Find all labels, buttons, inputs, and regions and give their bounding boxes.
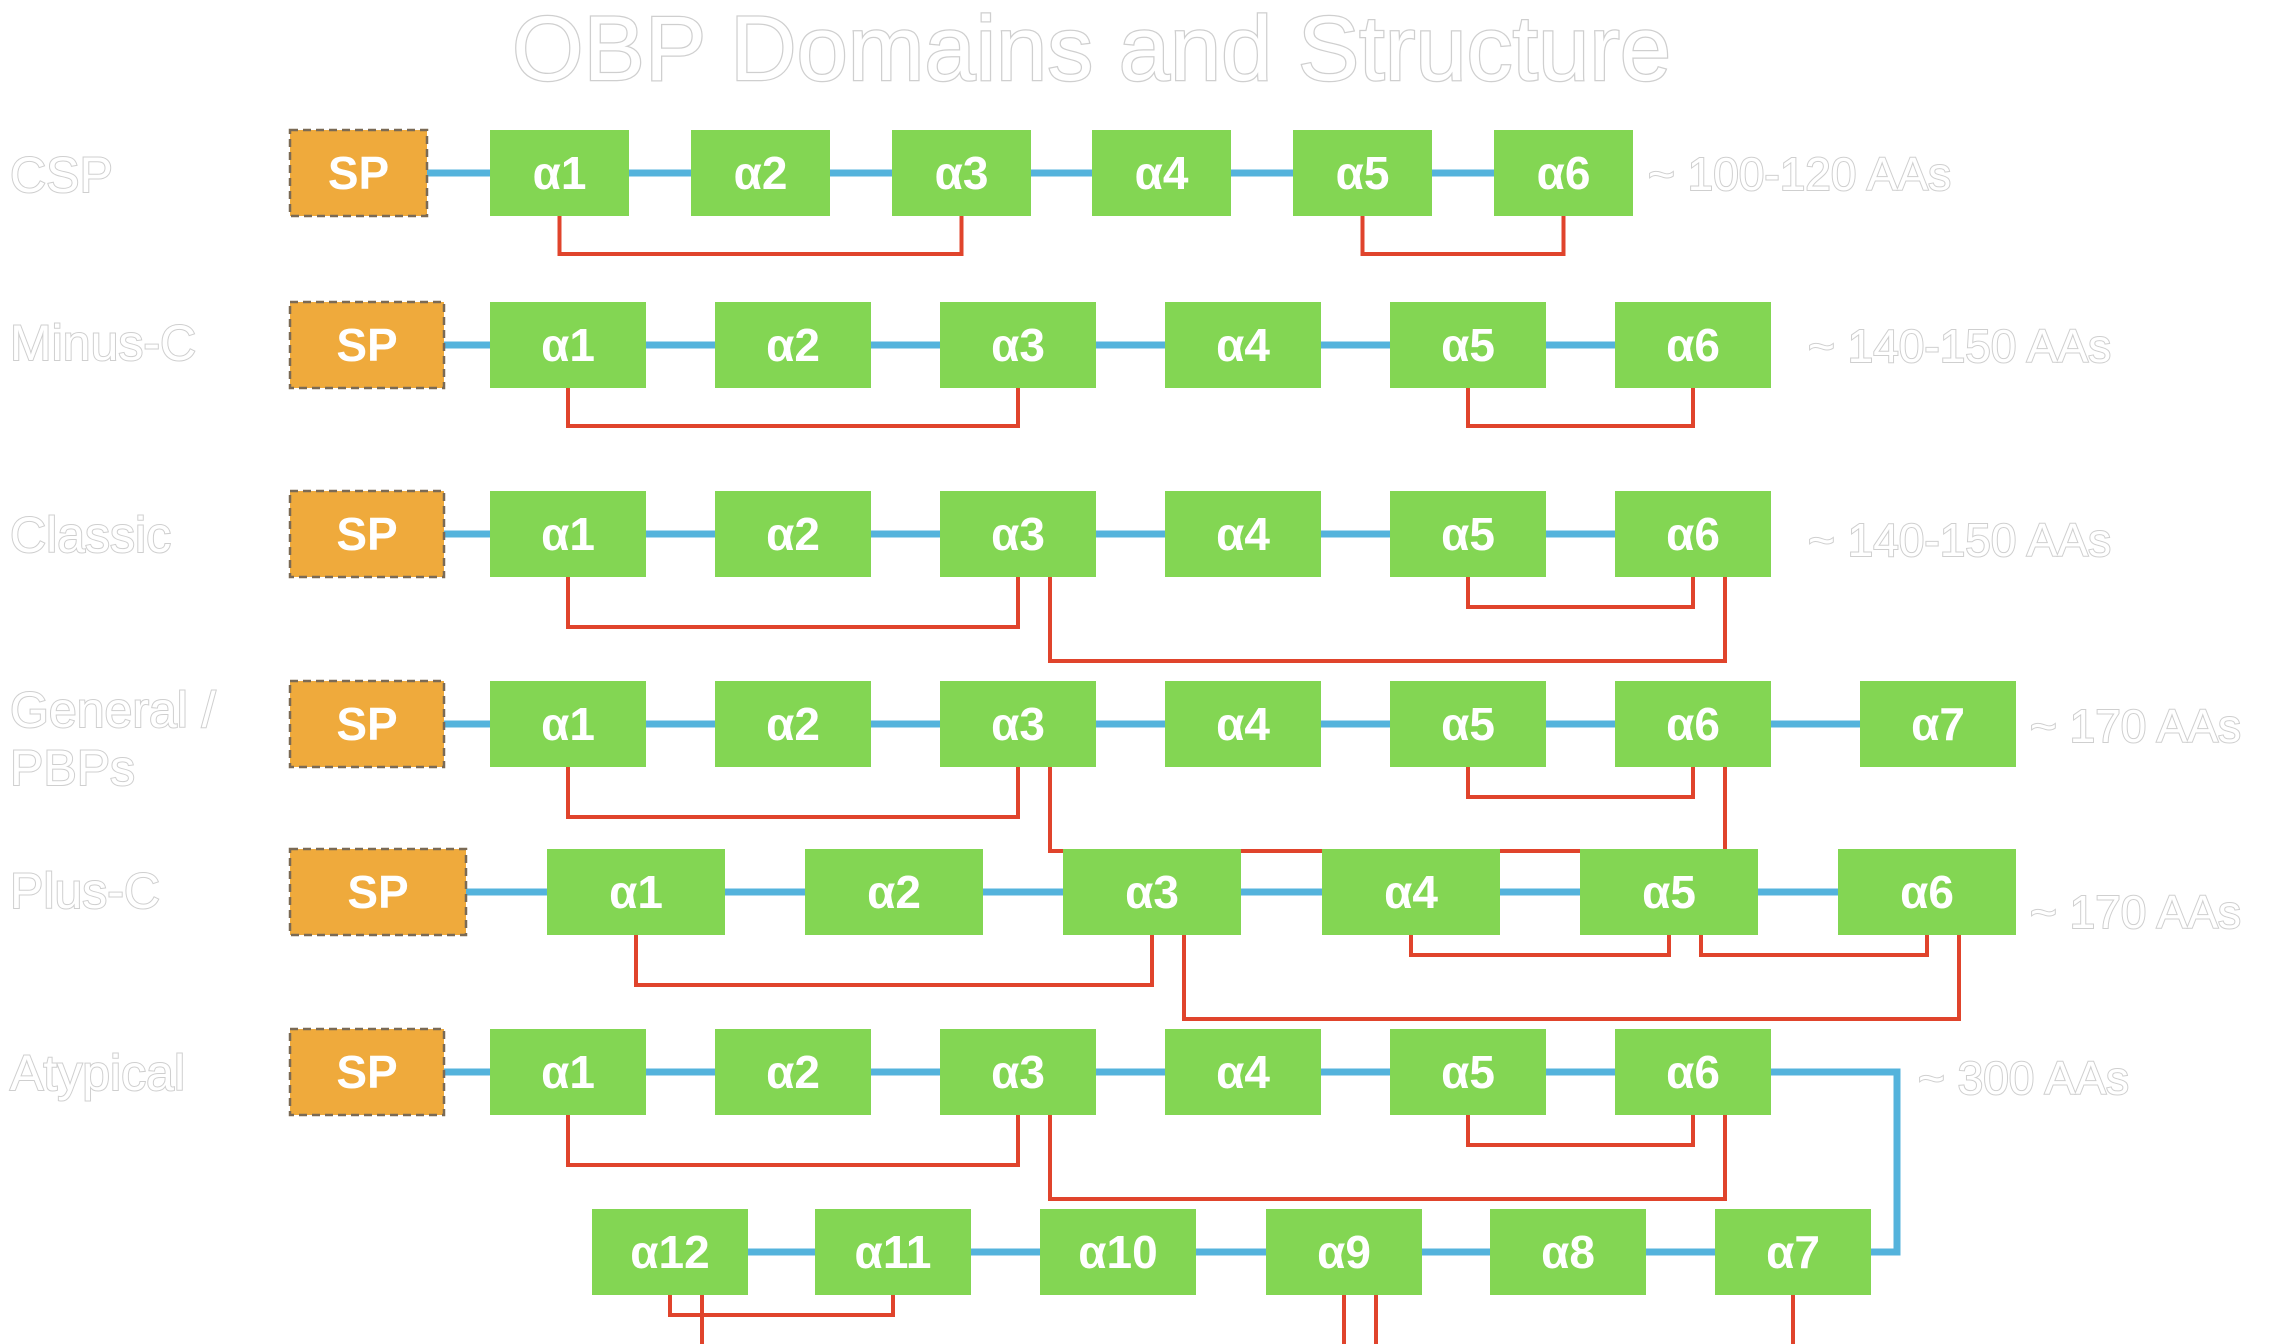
helix-label: α1 [541, 319, 595, 371]
signal-peptide-box [290, 302, 444, 388]
disulfide-bond [1376, 1295, 1793, 1344]
helix-box [1615, 302, 1771, 388]
row-5 [10, 849, 2241, 1019]
signal-peptide-box [290, 130, 427, 216]
signal-peptide-box [290, 681, 444, 767]
helix-box [691, 130, 830, 216]
length-annotation: ~ 140-150 AAs [1808, 514, 2112, 566]
disulfide-bond [636, 935, 1152, 985]
helix-label: α3 [991, 1046, 1045, 1098]
helix-box [1040, 1209, 1196, 1295]
row-6 [10, 1029, 2129, 1344]
disulfide-bond [1468, 577, 1693, 607]
helix-box [1390, 302, 1546, 388]
helix-box [1615, 681, 1771, 767]
helix-label: α6 [1536, 147, 1591, 199]
disulfide-bond [702, 1295, 1344, 1344]
helix-box [1165, 302, 1321, 388]
signal-peptide-label: SP [347, 866, 409, 918]
helix-label: α5 [1441, 1046, 1495, 1098]
helix-box [1165, 1029, 1321, 1115]
disulfide-bond [1701, 935, 1927, 955]
disulfide-bond [568, 767, 1018, 817]
helix-box [1615, 491, 1771, 577]
row-1 [10, 130, 1951, 254]
diagram-title: OBP Domains and Structure [512, 0, 1672, 100]
length-annotation: ~ 140-150 AAs [1808, 320, 2112, 372]
helix-box [815, 1209, 971, 1295]
helix-label: α2 [766, 508, 820, 560]
helix-label: α4 [1216, 319, 1270, 371]
helix-label: α5 [1642, 866, 1696, 918]
helix-label: α5 [1441, 319, 1495, 371]
helix-box [1615, 1029, 1771, 1115]
helix-label: α6 [1666, 508, 1720, 560]
disulfide-bond [568, 388, 1018, 426]
helix-label: α4 [1216, 508, 1270, 560]
length-annotation: ~ 100-120 AAs [1648, 148, 1952, 200]
signal-peptide-label: SP [336, 319, 398, 371]
helix-label: α3 [934, 147, 989, 199]
helix-label: α11 [854, 1226, 932, 1278]
disulfide-bond [1184, 935, 1959, 1019]
helix-label: α5 [1441, 508, 1495, 560]
helix-label: α1 [609, 866, 663, 918]
helix-box [592, 1209, 748, 1295]
helix-label: α1 [541, 508, 595, 560]
length-annotation: ~ 170 AAs [2030, 700, 2241, 752]
helix-label: α6 [1666, 698, 1720, 750]
helix-box [1838, 849, 2016, 935]
helix-box [1293, 130, 1432, 216]
signal-peptide-label: SP [327, 147, 390, 199]
row-label: CSP [10, 147, 113, 203]
helix-box [1390, 491, 1546, 577]
signal-peptide-box [290, 1029, 444, 1115]
helix-box [1322, 849, 1500, 935]
helix-label: α6 [1666, 1046, 1720, 1098]
helix-box [1266, 1209, 1422, 1295]
disulfide-bond [1050, 577, 1725, 661]
helix-label: α2 [867, 866, 921, 918]
helix-box [940, 681, 1096, 767]
disulfide-bond [1050, 767, 1725, 851]
helix-box [892, 130, 1031, 216]
helix-box [940, 1029, 1096, 1115]
disulfide-bond [1411, 935, 1669, 955]
length-annotation: ~ 300 AAs [1918, 1052, 2129, 1104]
helix-box [715, 681, 871, 767]
helix-box [490, 302, 646, 388]
helix-label: α4 [1384, 866, 1438, 918]
helix-box [490, 1029, 646, 1115]
helix-box [715, 491, 871, 577]
helix-box [715, 302, 871, 388]
helix-label: α9 [1317, 1226, 1371, 1278]
row-2 [10, 302, 2111, 426]
length-annotation: ~ 170 AAs [2030, 886, 2241, 938]
helix-box [1390, 681, 1546, 767]
helix-label: α3 [1125, 866, 1179, 918]
diagram-rows [10, 130, 2241, 1344]
row-label: Classic [10, 507, 172, 563]
helix-box [940, 302, 1096, 388]
disulfide-bond [1363, 216, 1564, 254]
helix-box [1390, 1029, 1546, 1115]
signal-peptide-box [290, 491, 444, 577]
helix-label: α1 [541, 698, 595, 750]
helix-box [940, 491, 1096, 577]
helix-label: α8 [1541, 1226, 1595, 1278]
disulfide-bond [1468, 388, 1693, 426]
helix-label: α5 [1441, 698, 1495, 750]
helix-box [1580, 849, 1758, 935]
helix-label: α4 [1216, 1046, 1270, 1098]
helix-label: α6 [1666, 319, 1720, 371]
helix-label: α3 [991, 508, 1045, 560]
helix-box [1165, 681, 1321, 767]
helix-box [1165, 491, 1321, 577]
helix-box [1860, 681, 2016, 767]
helix-label: α5 [1335, 147, 1390, 199]
helix-label: α2 [766, 698, 820, 750]
helix-box [490, 491, 646, 577]
helix-label: α3 [991, 319, 1045, 371]
helix-label: α6 [1900, 866, 1954, 918]
helix-label: α1 [541, 1046, 595, 1098]
helix-label: α2 [766, 319, 820, 371]
helix-box [1490, 1209, 1646, 1295]
row-4 [10, 681, 2241, 851]
row-label: Plus-C [10, 863, 161, 919]
helix-label: α10 [1078, 1226, 1158, 1278]
disulfide-bond [1468, 1115, 1693, 1145]
helix-box [547, 849, 725, 935]
disulfide-bond [1050, 1115, 1725, 1199]
helix-box [490, 130, 629, 216]
disulfide-bond [568, 577, 1018, 627]
row-3 [10, 491, 2111, 661]
helix-box [1063, 849, 1241, 935]
row-label: Atypical [10, 1045, 186, 1101]
row-label: Minus-C [10, 315, 197, 371]
helix-label: α4 [1216, 698, 1270, 750]
disulfide-bond [1468, 767, 1693, 797]
helix-label: α7 [1766, 1226, 1820, 1278]
helix-label: α4 [1134, 147, 1189, 199]
helix-box [1494, 130, 1633, 216]
helix-box [715, 1029, 871, 1115]
helix-label: α3 [991, 698, 1045, 750]
disulfide-bond [560, 216, 962, 254]
signal-peptide-box [290, 849, 466, 935]
helix-label: α12 [630, 1226, 710, 1278]
signal-peptide-label: SP [336, 508, 398, 560]
helix-box [490, 681, 646, 767]
helix-box [805, 849, 983, 935]
row-label: General / [10, 682, 216, 738]
helix-label: α7 [1911, 698, 1965, 750]
helix-label: α2 [766, 1046, 820, 1098]
helix-box [1715, 1209, 1871, 1295]
helix-label: α2 [733, 147, 788, 199]
signal-peptide-label: SP [336, 1046, 398, 1098]
signal-peptide-label: SP [336, 698, 398, 750]
row-label: PBPs [10, 740, 136, 796]
helix-box [1092, 130, 1231, 216]
helix-label: α1 [532, 147, 587, 199]
disulfide-bond [568, 1115, 1018, 1165]
